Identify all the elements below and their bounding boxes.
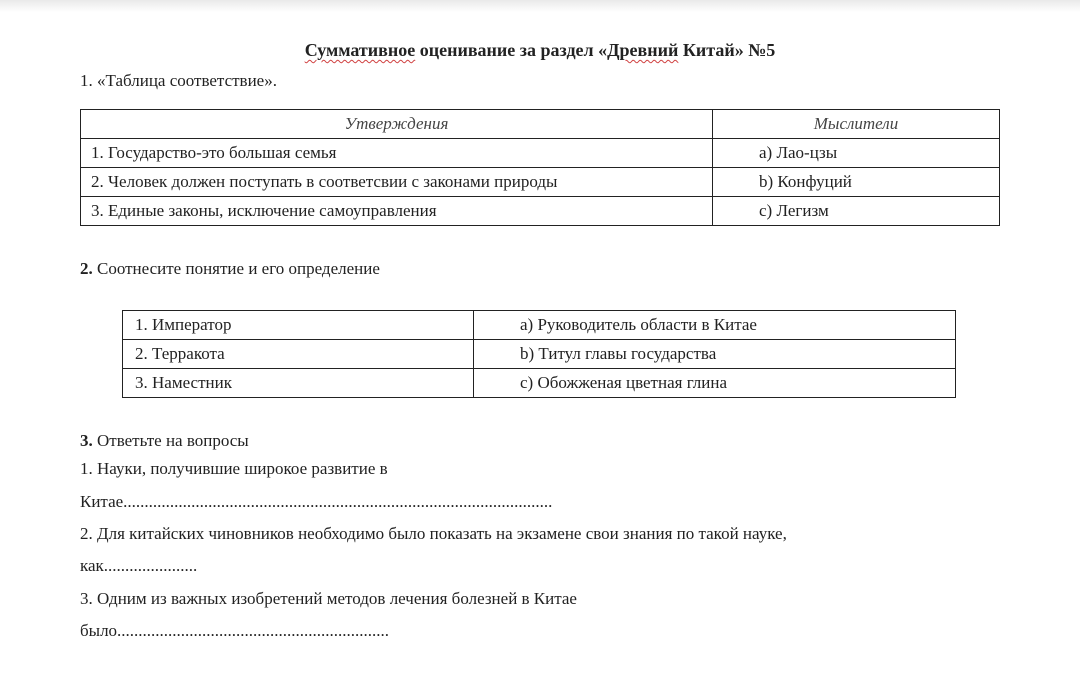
question-3-number: 3. (80, 431, 93, 450)
definition-cell: c) Обожженая цветная глина (474, 369, 956, 398)
title-word-ancient: Древний (607, 40, 679, 60)
question-3-line: 1. Науки, получившие широкое развитие в (80, 459, 388, 478)
statement-cell: 1. Государство-это большая семья (81, 139, 713, 168)
title-text-middle: оценивание за раздел « (415, 40, 608, 60)
table-row (123, 340, 956, 369)
title-word-summative: Суммативное (304, 40, 416, 60)
definition-cell: a) Руководитель области в Китае (474, 311, 956, 340)
question-2-number: 2. (80, 259, 93, 278)
matching-table-terms (122, 310, 956, 398)
question-2-text: Соотнесите понятие и его определение (92, 259, 380, 278)
table-row (123, 369, 956, 398)
table-header-row (81, 110, 1000, 139)
matching-table-thinkers (80, 109, 1000, 226)
question-3-line: как...................... (80, 556, 198, 575)
question-3-line: Китае..................................................................................................... (80, 492, 553, 511)
question-2-heading (80, 259, 380, 279)
table-row (81, 139, 1000, 168)
document-title (0, 40, 1080, 61)
term-cell: 3. Наместник (123, 369, 474, 398)
term-cell: 1. Император (123, 311, 474, 340)
thinker-cell: a) Лао-цзы (713, 139, 1000, 168)
header-statements: Утверждения (81, 110, 713, 139)
question-3-line: 3. Одним из важных изобретений методов лечения болезней в Китае (80, 589, 577, 608)
question-3-heading (80, 431, 249, 451)
term-cell: 2. Терракота (123, 340, 474, 369)
question-3-text: Ответьте на вопросы (92, 431, 249, 450)
statement-cell: 2. Человек должен поступать в соответсвии с законами природы (81, 168, 713, 197)
question-3-line: 2. Для китайских чиновников необходимо было показать на экзамене свои знания по такой науке, (80, 524, 787, 543)
definition-cell: b) Титул главы государства (474, 340, 956, 369)
table-row (81, 197, 1000, 226)
table-row (81, 168, 1000, 197)
table-row (123, 311, 956, 340)
thinker-cell: b) Конфуций (713, 168, 1000, 197)
thinker-cell: c) Легизм (713, 197, 1000, 226)
statement-cell: 3. Единые законы, исключение самоуправления (81, 197, 713, 226)
question-1-heading: 1. «Таблица соответствие». (80, 71, 277, 90)
title-text-end: Китай» №5 (678, 40, 776, 60)
header-thinkers: Мыслители (713, 110, 1000, 139)
question-3-line: было................................................................ (80, 621, 390, 640)
